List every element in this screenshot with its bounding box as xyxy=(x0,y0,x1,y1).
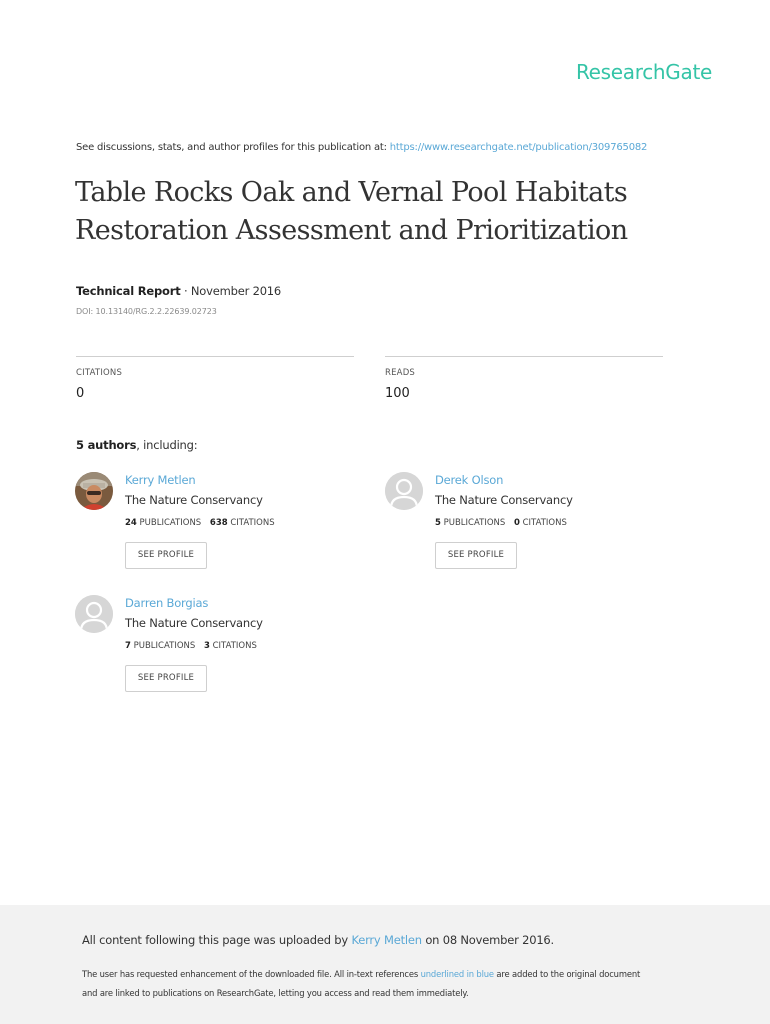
authors-heading xyxy=(76,438,197,452)
publications-label: PUBLICATIONS xyxy=(443,518,506,528)
authors-count: 5 authors xyxy=(76,438,137,452)
title-line-2: Restoration Assessment and Prioritization xyxy=(75,215,628,246)
reads-value: 100 xyxy=(385,386,410,401)
reads-label: READS xyxy=(385,368,416,378)
publications-label: PUBLICATIONS xyxy=(133,641,196,651)
see-profile-button[interactable]: SEE PROFILE xyxy=(125,665,207,692)
author-card xyxy=(385,472,675,582)
publications-count: 5 xyxy=(435,518,441,528)
author-name[interactable]: Darren Borgias xyxy=(125,596,209,610)
publications-label: PUBLICATIONS xyxy=(139,518,202,528)
enhancement-suffix: are added to the original document xyxy=(493,969,641,979)
citations-label: CITATIONS xyxy=(230,518,275,528)
publication-meta xyxy=(76,284,281,298)
author-institution: The Nature Conservancy xyxy=(125,616,263,630)
citations-divider xyxy=(76,356,354,357)
author-card xyxy=(75,595,365,705)
publication-title xyxy=(75,174,695,250)
underlined-in-blue-text: underlined in blue xyxy=(420,969,494,979)
user-silhouette-icon[interactable] xyxy=(385,472,423,510)
citations-label: CITATIONS xyxy=(76,368,123,378)
see-profile-button[interactable]: SEE PROFILE xyxy=(125,542,207,569)
doi: DOI: 10.13140/RG.2.2.22639.02723 xyxy=(76,307,217,316)
discussion-line xyxy=(76,142,647,153)
author-stats xyxy=(435,518,567,528)
citations-count: 0 xyxy=(513,518,520,528)
publications-count: 24 xyxy=(125,518,137,528)
author-photo[interactable] xyxy=(75,472,113,510)
reads-divider xyxy=(385,356,663,357)
author-stats xyxy=(125,641,257,651)
citations-value: 0 xyxy=(76,386,85,401)
title-line-1: Table Rocks Oak and Vernal Pool Habitats xyxy=(75,177,628,208)
author-name[interactable]: Derek Olson xyxy=(435,473,504,487)
publication-type: Technical Report xyxy=(76,284,181,298)
user-silhouette-icon[interactable] xyxy=(75,595,113,633)
enhancement-line-1 xyxy=(82,965,682,984)
upload-suffix: on 08 November 2016. xyxy=(421,933,555,947)
author-stats xyxy=(125,518,275,528)
author-institution: The Nature Conservancy xyxy=(435,493,573,507)
upload-footer xyxy=(0,905,770,1024)
researchgate-logo[interactable]: ResearchGate xyxy=(575,60,712,84)
citations-count: 638 xyxy=(209,518,228,528)
upload-notice xyxy=(82,933,554,947)
see-profile-button[interactable]: SEE PROFILE xyxy=(435,542,517,569)
discussion-prefix: See discussions, stats, and author profiles for this publication at: xyxy=(76,142,390,153)
author-card xyxy=(75,472,365,582)
author-name[interactable]: Kerry Metlen xyxy=(125,473,196,487)
citations-label: CITATIONS xyxy=(212,641,257,651)
authors-suffix: , including: xyxy=(136,438,198,452)
uploader-link[interactable]: Kerry Metlen xyxy=(351,933,422,947)
publication-date: · November 2016 xyxy=(180,284,282,298)
upload-prefix: All content following this page was uploaded by xyxy=(82,933,352,947)
author-institution: The Nature Conservancy xyxy=(125,493,263,507)
enhancement-prefix: The user has requested enhancement of the downloaded file. All in-text references xyxy=(82,969,421,979)
publications-count: 7 xyxy=(125,641,131,651)
enhancement-line-2: and are linked to publications on ResearchGate, letting you access and read them immediately. xyxy=(82,988,469,998)
citations-count: 3 xyxy=(203,641,210,651)
citations-label: CITATIONS xyxy=(522,518,567,528)
publication-url-link[interactable]: https://www.researchgate.net/publication/309765082 xyxy=(389,142,648,153)
enhancement-notice xyxy=(82,965,682,1003)
